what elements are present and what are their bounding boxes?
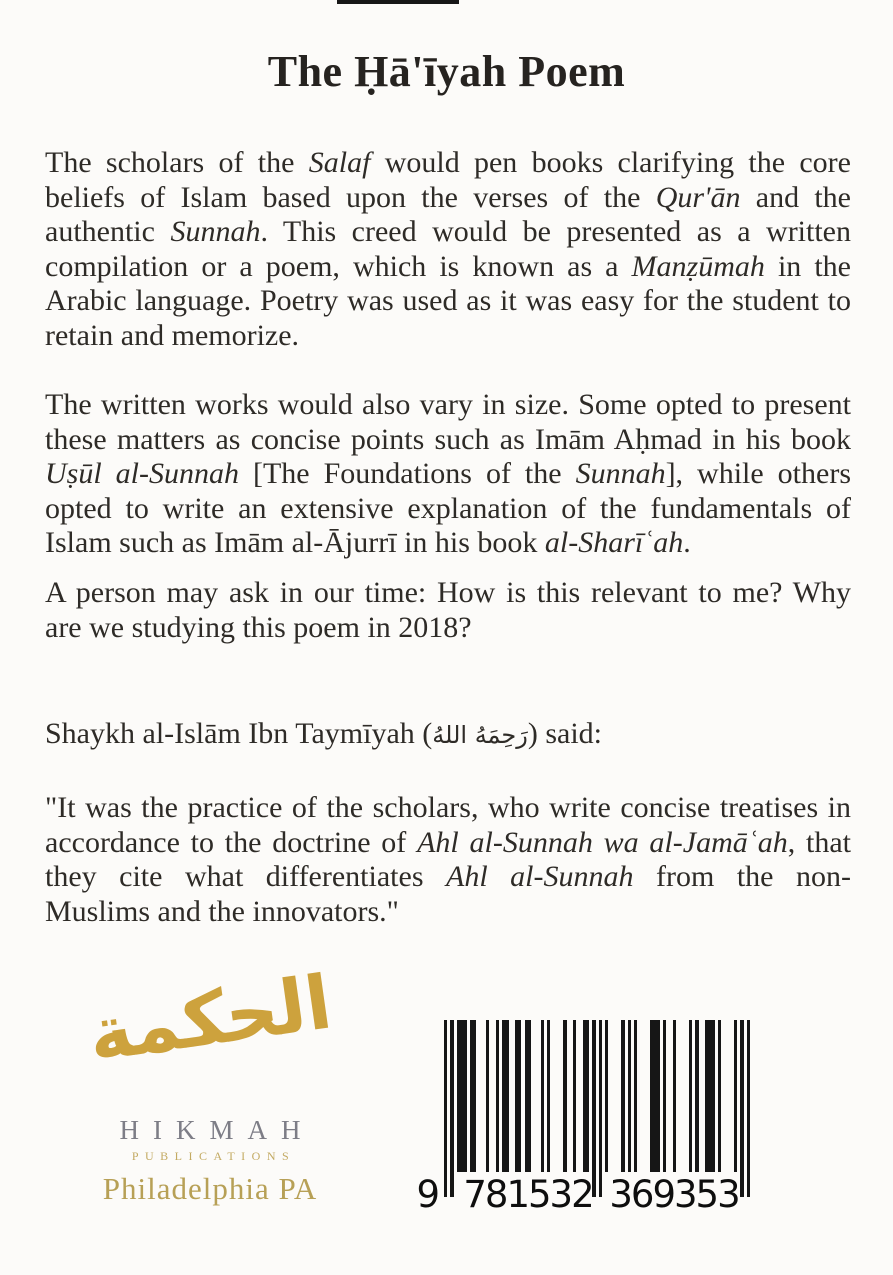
barcode-bar [673,1020,676,1172]
barcode-bar [525,1020,532,1172]
page-title: The Ḥā'īyah Poem [267,47,626,96]
text-line: opted to write an extensive explanation of the fundamentals of [45,491,851,525]
publisher-logo [55,935,365,1206]
barcode-bar [689,1020,692,1172]
barcode-bar [740,1020,743,1197]
barcode-digit-9: 9 [416,1173,438,1216]
paragraph-p2 [45,388,851,561]
barcode-bar [705,1020,715,1172]
barcode-bar [541,1020,544,1172]
text-line: Arabic language. Poetry was used as it was easy for the student to [45,284,851,317]
barcode-bar [592,1020,595,1197]
publisher-name: HIKMAH [119,1115,315,1145]
barcode-bar [634,1020,637,1172]
barcode-bar [734,1020,737,1172]
arabic-honorific: رَحِمَهُ اللهُ [432,721,528,749]
barcode-bar [650,1020,660,1172]
text-line: Muslims and the innovators." [45,894,399,928]
barcode-bar [470,1020,477,1172]
barcode-bar [547,1020,550,1172]
text-line: these matters as concise points such as Imām Aḥmad in his book [45,422,851,456]
text-line: A person may ask in our time: How is this relevant to me? Why [45,576,851,609]
barcode-bar [628,1020,631,1172]
hikmah-arabic-calligraphy-logo: الحكمة [83,959,337,1079]
text-line: they cite what differentiates Ahl al-Sunnah from the non- [45,860,851,893]
barcode-bar [563,1020,566,1172]
paragraph-p3 [45,576,851,645]
barcode-bar [457,1020,467,1172]
barcode-bar [450,1020,453,1197]
paragraph-p1 [45,146,851,353]
barcode-bar [747,1020,750,1197]
text-line: accordance to the doctrine of Ahl al-Sunnah wa al-Jamāʿah, that [45,825,851,859]
barcode-bar [663,1020,666,1172]
text-line: Shaykh al-Islām Ibn Taymīyah (رَحِمَهُ اللهُ) said: [45,717,603,750]
barcode-bar [486,1020,489,1172]
text-line: are we studying this poem in 2018? [45,610,472,644]
isbn-barcode [416,1020,750,1220]
text-line: The scholars of the Salaf would pen books clarifying the core [45,146,851,179]
barcode-bar [718,1020,721,1172]
text-line: retain and memorize. [45,318,300,352]
barcode-bar [496,1020,499,1172]
barcode-digits-group1: 781532 [463,1173,593,1216]
barcode-bar [605,1020,608,1172]
text-line: "It was the practice of the scholars, who write concise treatises in [45,791,851,824]
barcode-bar [583,1020,590,1172]
text-line: authentic Sunnah. This creed would be presented as a written [45,215,852,248]
text-line: Uṣūl al-Sunnah [The Foundations of the Sunnah], while others [45,457,851,490]
barcode-bars [444,1020,750,1198]
text-line: Islam such as Imām al-Ājurrī in his book al-Sharīʿah. [45,526,691,559]
paragraph-p5 [45,791,851,929]
barcode-bar [502,1020,509,1172]
barcode-digits-group2: 369353 [609,1173,739,1216]
barcode-bar [515,1020,522,1172]
paragraph-p4 [45,717,851,753]
barcode-bar [444,1020,447,1197]
barcode-bar [695,1020,698,1172]
barcode-bar [599,1020,602,1197]
publisher-location: Philadelphia PA [102,1171,318,1206]
text-line: compilation or a poem, which is known as a Manẓūmah in the [45,249,851,283]
scan-edge-mark [337,0,459,4]
publisher-subtitle: PUBLICATIONS [131,1149,296,1163]
barcode-bar [573,1020,576,1172]
text-line: beliefs of Islam based upon the verses of the Qur'ān and the [45,180,851,214]
text-line: The written works would also vary in size. Some opted to present [45,388,851,421]
barcode-bar [621,1020,624,1172]
